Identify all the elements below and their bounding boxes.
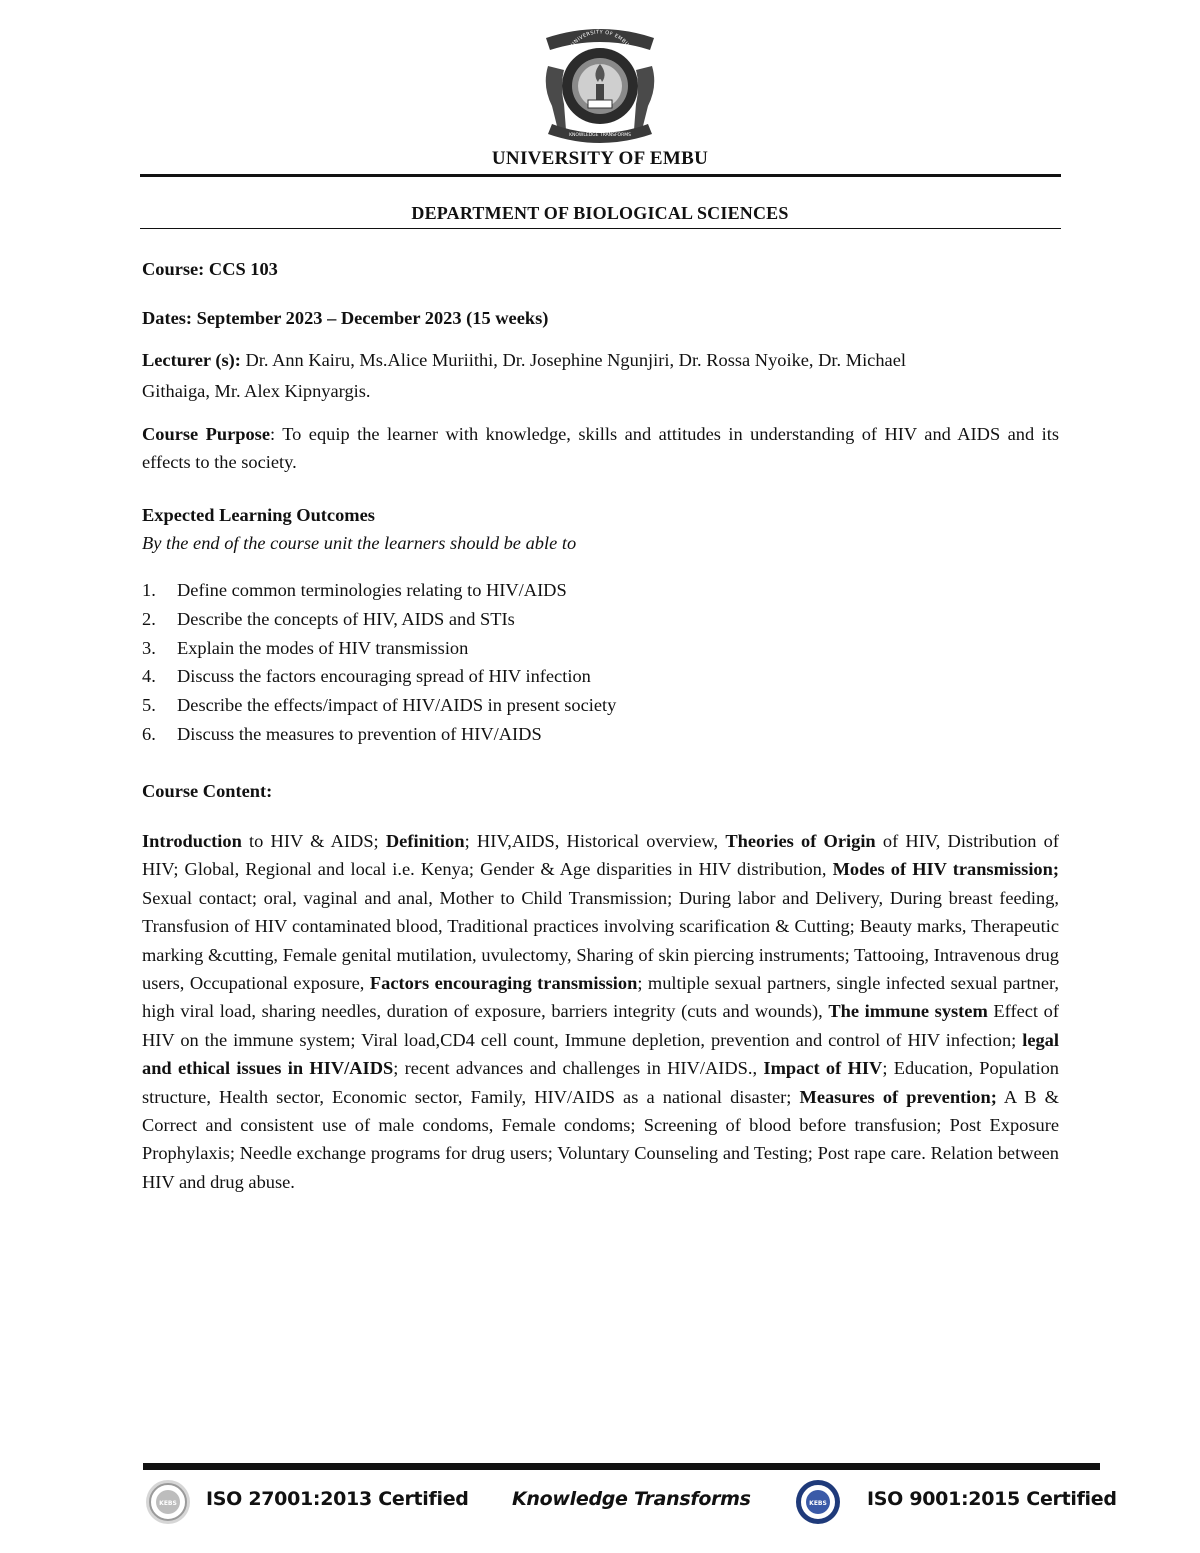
content-segment: of HIV, Distribution of HIV; Global, Regional and local i.e. Kenya; Gender & Age disparities in HIV distribution,	[142, 831, 1059, 880]
content-segment: ; HIV,AIDS, Historical overview,	[464, 831, 726, 851]
content-segment: A B & Correct and consistent use of male condoms, Female condoms; Screening of blood before transfusion; Post Exposure Prophylaxis; Needle exchange programs for drug users; Voluntary Counseling and Testing; Post rape care. Relation between HIV and drug abuse.	[142, 1086, 1059, 1192]
university-title: UNIVERSITY OF EMBU	[491, 148, 709, 169]
content-segment: Measures of prevention;	[799, 1086, 997, 1107]
crest-text-bottom: KNOWLEDGE TRANSFORMS	[569, 133, 631, 138]
list-item-number: 3.	[142, 637, 156, 658]
footer	[0, 1474, 1200, 1526]
list-item-text: Discuss the factors encouraging spread of HIV infection	[177, 666, 591, 687]
content-segment: Effect of HIV on the immune system; Viral load,CD4 cell count, Immune depletion, prevention and control of HIV infection;	[142, 1001, 1059, 1050]
list-item-text: Discuss the measures to prevention of HIV/AIDS	[177, 723, 542, 744]
course-content-paragraph	[142, 827, 1059, 1196]
content-segment: Definition	[385, 831, 465, 851]
content-segment: legal and ethical issues in HIV/AIDS	[142, 1029, 1059, 1079]
list-item	[142, 691, 616, 720]
content-segment: to HIV & AIDS;	[241, 831, 386, 851]
content-segment: Modes of HIV transmission;	[832, 859, 1059, 880]
list-item-number: 4.	[142, 666, 156, 687]
content-segment: ; Education, Population structure, Health sector, Economic sector, Family, HIV/AIDS as a national disaster;	[142, 1058, 1059, 1107]
header-rule-thin	[140, 228, 1061, 229]
list-item	[142, 605, 616, 634]
list-item	[142, 662, 616, 691]
header-rule-thick	[140, 174, 1061, 177]
content-segment: ; multiple sexual partners, single infected sexual partner, high viral load, sharing needles, duration of exposure, barriers integrity (cuts and wounds),	[142, 973, 1060, 1022]
lecturers-line-2: Githaiga, Mr. Alex Kipnyargis.	[142, 381, 371, 401]
list-item-text: Explain the modes of HIV transmission	[177, 637, 469, 658]
lecturers-label: Lecturer (s):	[142, 350, 241, 370]
svg-text:KEBS: KEBS	[159, 1500, 177, 1507]
content-segment: Theories of Origin	[725, 831, 876, 851]
list-item-text: Describe the concepts of HIV, AIDS and STIs	[177, 608, 515, 629]
content-segment: Factors encouraging transmission	[369, 973, 638, 994]
footer-tagline: Knowledge Transforms	[512, 1488, 751, 1510]
list-item	[142, 720, 616, 749]
course-code: Course: CCS 103	[142, 259, 278, 279]
crest-text-top: UNIVERSITY OF EMBU	[570, 29, 630, 48]
list-item-number: 2.	[142, 608, 156, 629]
list-item-text: Describe the effects/impact of HIV/AIDS in present society	[177, 695, 617, 716]
kebs-seal-icon	[795, 1479, 841, 1525]
list-item-number: 1.	[142, 580, 156, 600]
list-item-number: 6.	[142, 723, 156, 744]
outcomes-heading: Expected Learning Outcomes	[142, 505, 375, 525]
list-item-number: 5.	[142, 695, 156, 716]
course-purpose-text: : To equip the learner with knowledge, skills and attitudes in understanding of HIV and AIDS and its effects to the society.	[142, 424, 1059, 473]
course-content-heading: Course Content:	[142, 781, 273, 801]
list-item	[142, 634, 616, 663]
content-segment: Sexual contact; oral, vaginal and anal, Mother to Child Transmission; During labor and Delivery, During breast feeding, Transfusion of HIV contaminated blood, Traditional practices involving scarification & Cutting; Beauty marks, Therapeutic marking &cutting, Female genital mutilation, uvulectomy, Sharing of skin piercing instruments; Tattooing, Intravenous drug users, Occupational exposure,	[142, 887, 1059, 994]
department-title: DEPARTMENT OF BIOLOGICAL SCIENCES	[411, 203, 789, 223]
list-item-text: Define common terminologies relating to HIV/AIDS	[177, 580, 567, 600]
content-segment: Impact of HIV	[763, 1058, 883, 1079]
kebs-seal-icon	[145, 1479, 191, 1525]
outcomes-intro: By the end of the course unit the learners should be able to	[142, 533, 577, 553]
svg-text:KEBS: KEBS	[809, 1500, 827, 1507]
footer-rule	[143, 1463, 1100, 1470]
course-purpose	[142, 420, 1059, 477]
course-purpose-label: Course Purpose	[142, 424, 270, 444]
content-segment: Introduction	[142, 831, 242, 851]
footer-iso-27001: ISO 27001:2013 Certified	[206, 1488, 469, 1510]
lecturers-line-1	[142, 346, 906, 374]
university-crest-logo	[538, 26, 662, 144]
outcomes-list	[142, 576, 616, 749]
course-dates: Dates: September 2023 – December 2023 (15 weeks)	[142, 308, 549, 328]
content-segment: The immune system	[828, 1001, 988, 1022]
lecturers-names-1: Dr. Ann Kairu, Ms.Alice Muriithi, Dr. Josephine Ngunjiri, Dr. Rossa Nyoike, Dr. Michael	[240, 350, 906, 370]
footer-iso-9001: ISO 9001:2015 Certified	[867, 1488, 1117, 1510]
content-segment: ; recent advances and challenges in HIV/AIDS.,	[393, 1058, 764, 1079]
list-item	[142, 576, 616, 605]
